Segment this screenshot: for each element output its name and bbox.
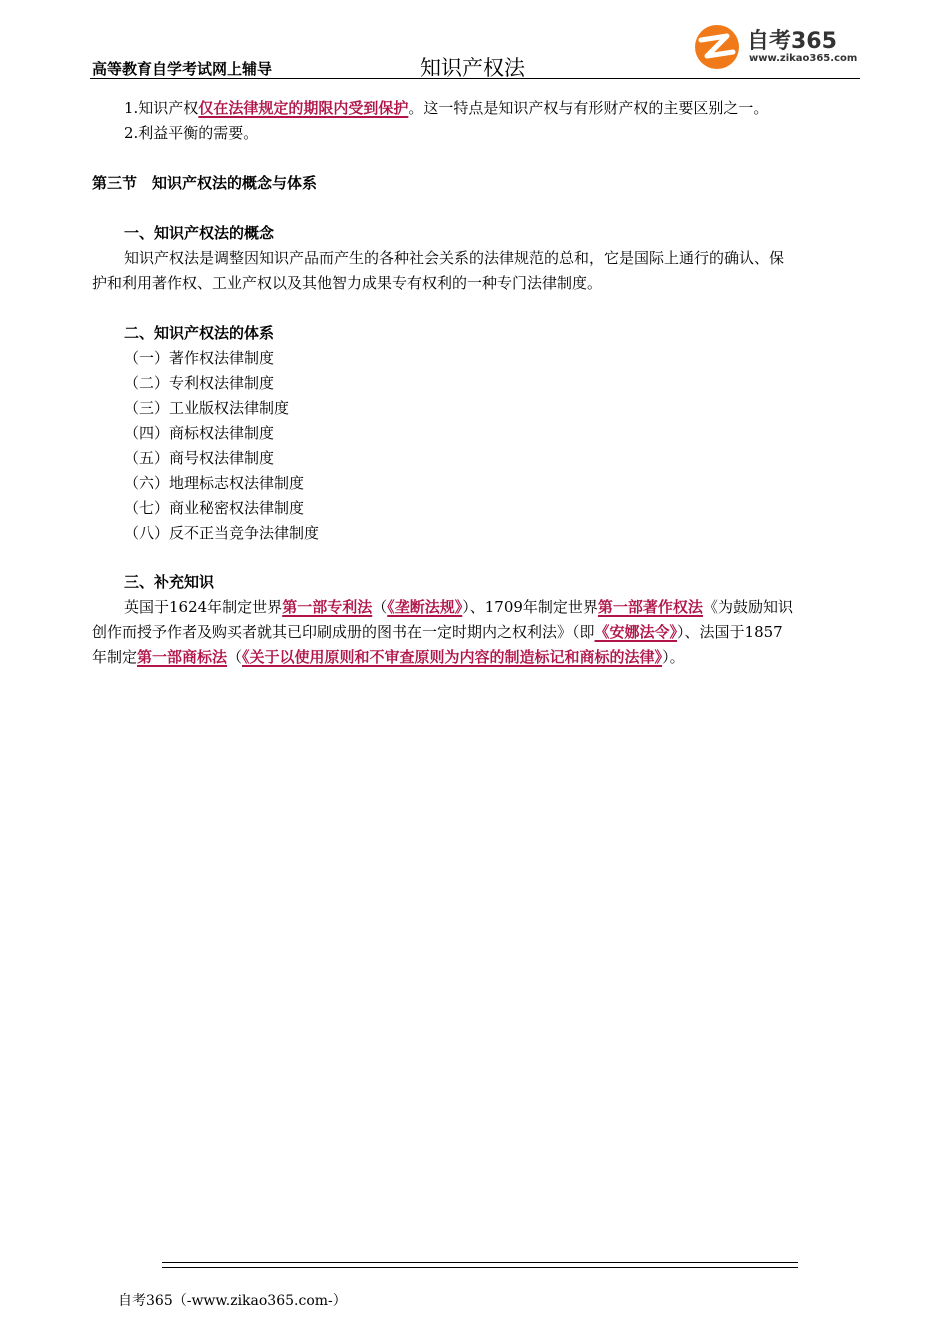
zikao365-logo [693,22,863,76]
supplement-line-1 [124,595,793,620]
supplement-text: 英国于1624年制定世界 [124,598,283,616]
supplement-highlight: 《安娜法令》 [594,623,678,641]
footer-text: 自考365（-www.zikao365.com-） [118,1293,347,1309]
supplement-heading: 三、补充知识 [124,573,215,591]
header-document-title: 知识产权法 [420,56,525,80]
supplement-text: 创作而授予作者及购买者就其已印刷成册的图书在一定时期内之权利法》（即 [92,623,595,641]
supplement-text: ）、1709年制定世界 [462,598,598,616]
supplement-highlight: 《关于以使用原则和不审查原则为内容的制造标记和商标的法律》 [242,648,663,666]
list-item: （三）工业版权法律制度 [124,399,290,417]
concept-heading: 一、知识产权法的概念 [124,224,275,242]
supplement-text: 《为鼓励知识 [702,598,793,616]
supplement-highlight: 第一部著作权法 [597,598,703,616]
header-divider [90,78,860,79]
list-item: （六）地理标志权法律制度 [124,474,305,492]
intro-item-2: 2.利益平衡的需要。 [124,124,259,142]
list-item: （二）专利权法律制度 [124,374,275,392]
concept-paragraph-line-2: 护和利用著作权、工业产权以及其他智力成果专有权利的一种专门法律制度。 [92,274,603,292]
list-item: （四）商标权法律制度 [124,424,275,442]
supplement-text: （ [227,648,243,666]
intro-item-1-prefix: 1.知识产权 [124,99,199,117]
header-left-title: 高等教育自学考试网上辅导 [92,60,273,78]
logo-url: www.zikao365.com [749,53,858,64]
list-item: （八）反不正当竞争法律制度 [124,524,320,542]
supplement-text: （ [372,598,388,616]
list-item: （一）著作权法律制度 [124,349,275,367]
system-heading: 二、知识产权法的体系 [124,324,275,342]
supplement-highlight: 第一部商标法 [137,648,228,666]
intro-item-1-highlight: 仅在法律规定的期限内受到保护 [198,99,409,117]
supplement-line-3 [92,645,685,670]
list-item: （五）商号权法律制度 [124,449,275,467]
list-item: （七）商业秘密权法律制度 [124,499,305,517]
footer-divider [162,1262,798,1268]
supplement-highlight: 《垄断法规》 [387,598,463,616]
supplement-line-2 [92,620,783,645]
supplement-text: ）、法国于1857 [677,623,783,641]
supplement-text: 年制定 [92,648,138,666]
logo-name: 自考365 [747,29,837,54]
intro-item-1 [124,96,768,121]
intro-item-1-suffix: 。这一特点是知识产权与有形财产权的主要区别之一。 [408,99,769,117]
concept-paragraph-line-1: 知识产权法是调整因知识产品而产生的各种社会关系的法律规范的总和，它是国际上通行的确认、保 [124,249,785,267]
section-title: 第三节 知识产权法的概念与体系 [92,174,318,192]
supplement-text: ）。 [662,648,685,666]
supplement-highlight: 第一部专利法 [282,598,373,616]
